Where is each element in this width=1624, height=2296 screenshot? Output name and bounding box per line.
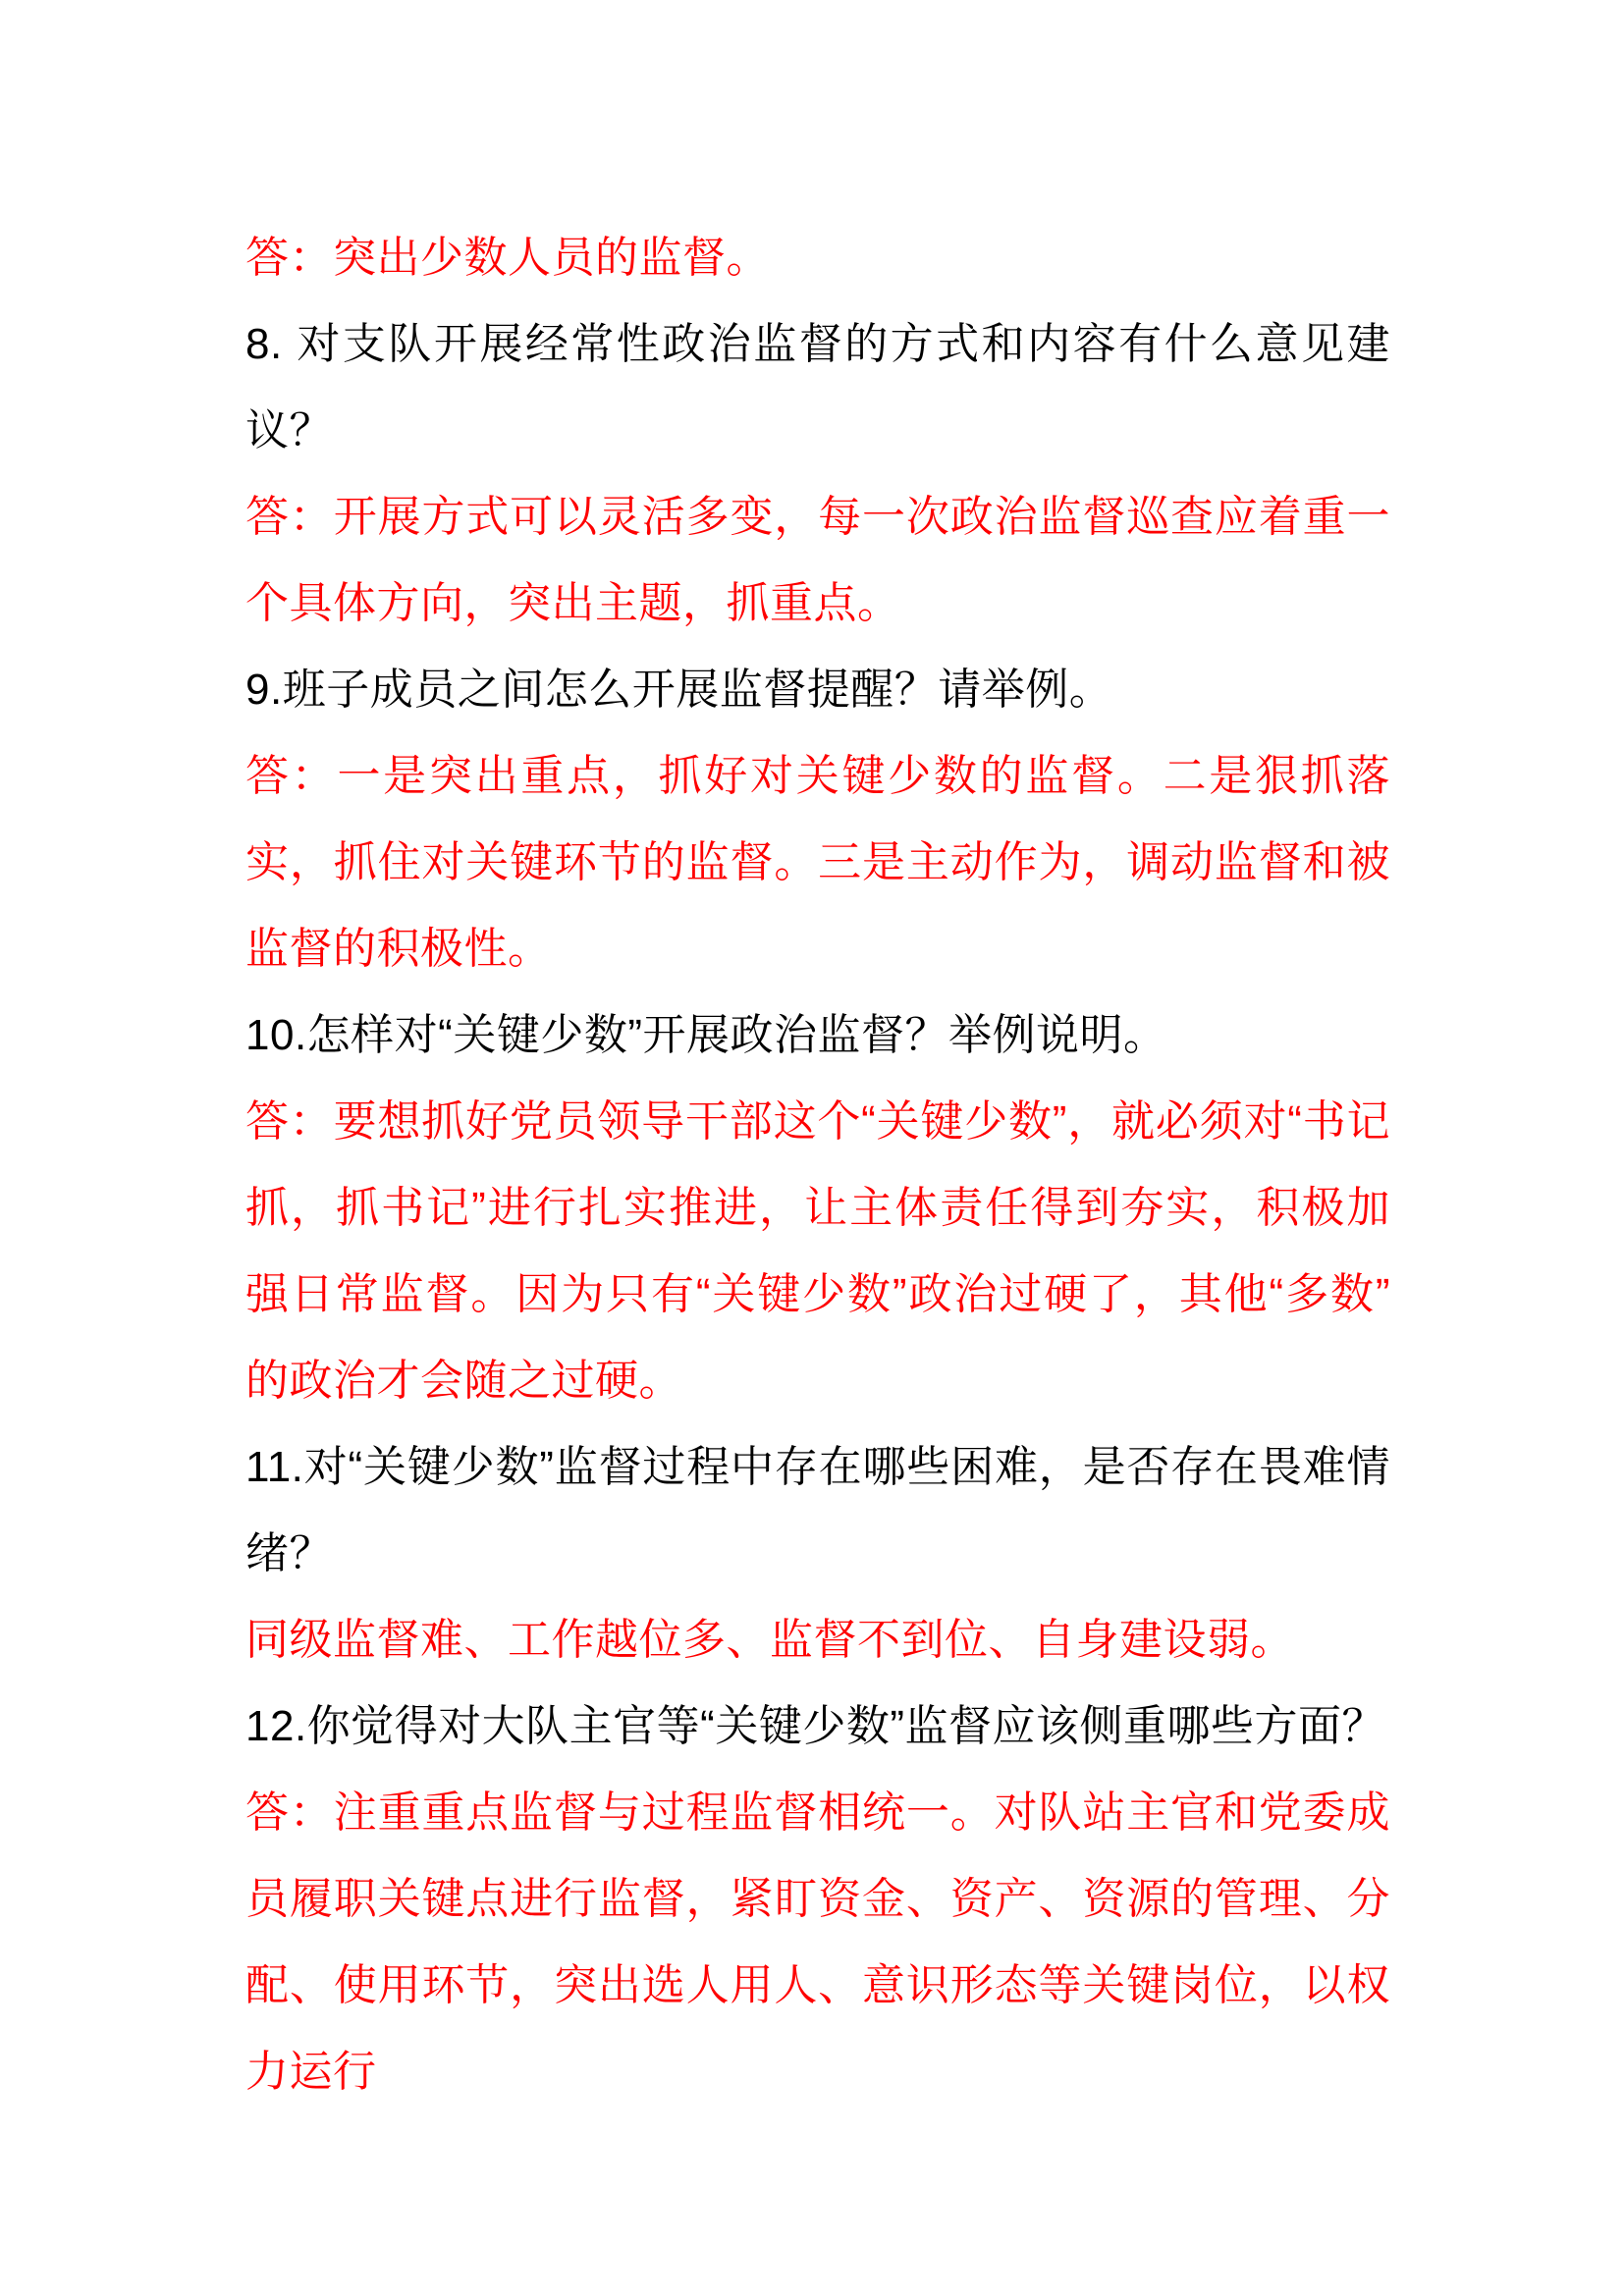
question-paragraph-12: 12.你觉得对大队主官等“关键少数”监督应该侧重哪些方面？ bbox=[245, 1702, 1385, 1750]
answer-paragraph-8: 答：开展方式可以灵活多变，每一次政治监督巡查应着重一个具体方向，突出主题，抓重点。 bbox=[245, 493, 1390, 627]
document-text-column bbox=[245, 215, 1390, 2115]
question-paragraph-8: 8. 对支队开展经常性政治监督的方式和内容有什么意见建议？ bbox=[245, 320, 1390, 454]
answer-paragraph-10: 答：要想抓好党员领导干部这个“关键少数”，就必须对“书记抓，抓书记”进行扎实推进，让主体责任得到夯实，积极加强日常监督。因为只有“关键少数”政治过硬了，其他“多数”的政治才会随之过硬。 bbox=[245, 1097, 1390, 1405]
answer-paragraph-q7: 答：突出少数人员的监督。 bbox=[245, 234, 770, 282]
question-paragraph-11: 11.对“关键少数”监督过程中存在哪些困难，是否存在畏难情绪？ bbox=[245, 1443, 1390, 1577]
question-paragraph-9: 9.班子成员之间怎么开展监督提醒？请举例。 bbox=[245, 666, 1113, 714]
question-paragraph-10: 10.怎样对“关键少数”开展政治监督？举例说明。 bbox=[245, 1011, 1167, 1059]
answer-paragraph-11: 同级监督难、工作越位多、监督不到位、自身建设弱。 bbox=[245, 1616, 1294, 1664]
answer-paragraph-12: 答：注重重点监督与过程监督相统一。对队站主官和党委成员履职关键点进行监督，紧盯资金、资产、资源的管理、分配、使用环节，突出选人用人、意识形态等关键岗位，以权力运行 bbox=[245, 1789, 1390, 2096]
answer-paragraph-9: 答：一是突出重点，抓好对关键少数的监督。二是狠抓落实，抓住对关键环节的监督。三是主动作为，调动监督和被监督的积极性。 bbox=[245, 752, 1390, 973]
